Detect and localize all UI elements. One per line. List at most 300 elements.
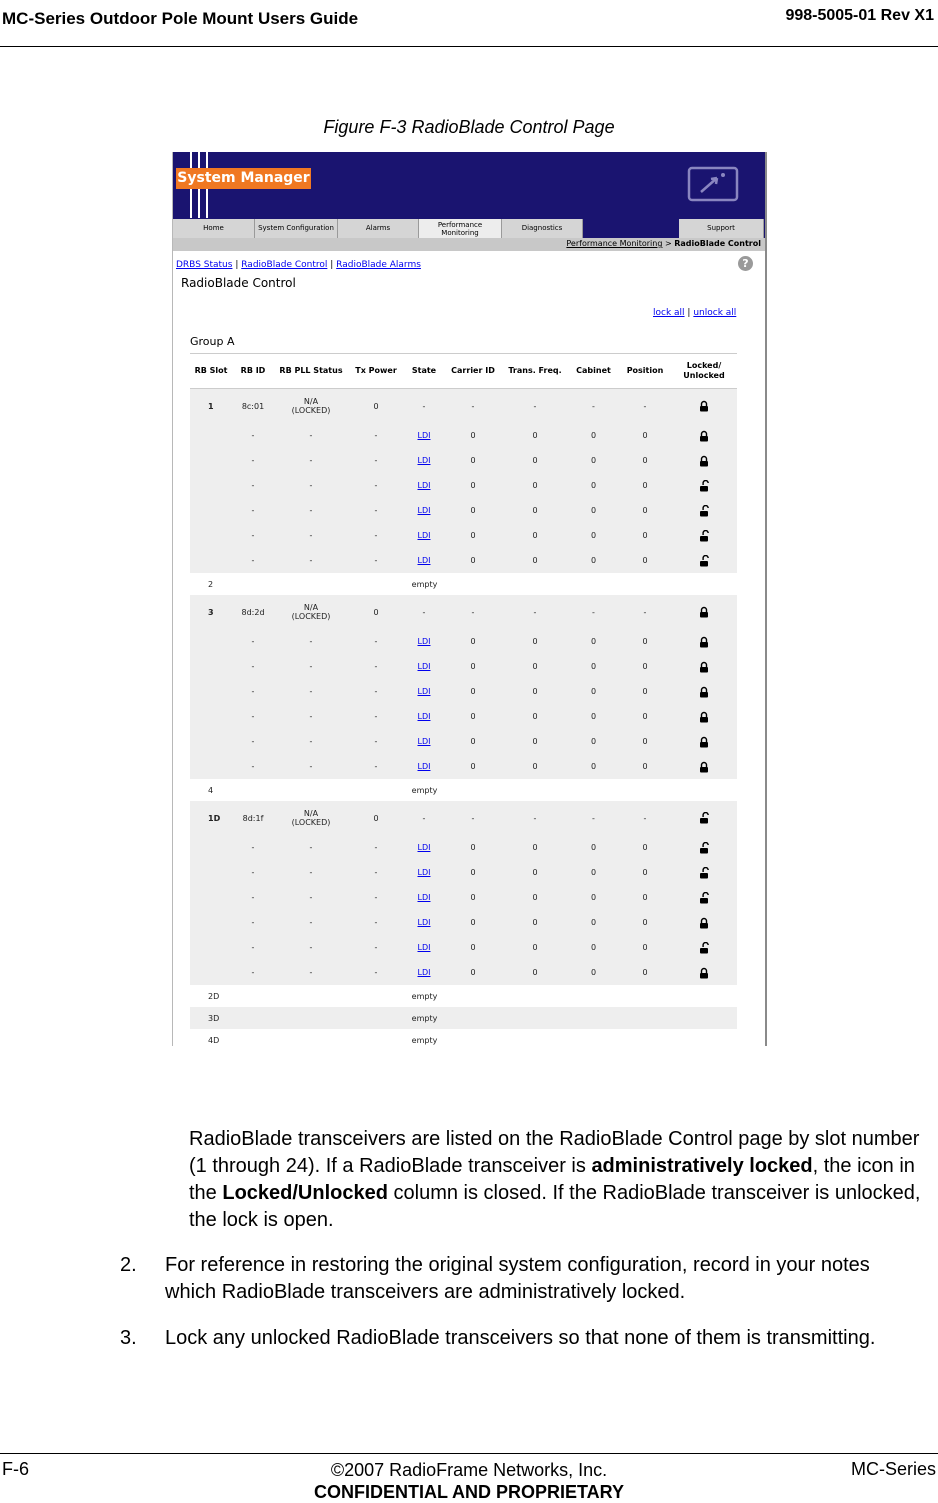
rb-id-cell: - (232, 423, 274, 448)
trans-freq-cell: 0 (502, 885, 568, 910)
carrier-id-cell: - (444, 595, 502, 629)
ldi-link[interactable]: LDI (417, 893, 431, 902)
ldi-link[interactable]: LDI (417, 918, 431, 927)
cabinet-cell: - (568, 389, 619, 424)
rb-slot-cell (190, 860, 232, 885)
rb-slot-cell (190, 729, 232, 754)
rb-id-cell: - (232, 885, 274, 910)
rb-id-cell: 8c:01 (232, 389, 274, 424)
trans-freq-cell: 0 (502, 679, 568, 704)
tx-power-cell: - (348, 498, 404, 523)
pll-status-cell: - (274, 754, 348, 779)
tx-power-cell: - (348, 960, 404, 985)
sublink-separator: | (330, 260, 334, 270)
rb-slot-cell (190, 754, 232, 779)
col-trans-freq: Trans. Freq. (502, 354, 568, 389)
paragraph-emphasis: administratively locked (591, 1155, 813, 1177)
brand-logo: System Manager (176, 168, 311, 189)
cabinet-cell: 0 (568, 885, 619, 910)
rb-id-cell: - (232, 629, 274, 654)
table-subrow (190, 860, 737, 885)
carrier-id-cell: 0 (444, 935, 502, 960)
rb-slot-cell: 1D (190, 801, 232, 835)
position-cell: - (619, 389, 671, 424)
cabinet-cell: 0 (568, 654, 619, 679)
trans-freq-cell: 0 (502, 548, 568, 573)
rb-slot-cell: 2 (190, 573, 232, 595)
table-subrow (190, 729, 737, 754)
rb-id-cell: - (232, 910, 274, 935)
step-text: Lock any unlocked RadioBlade transceivers so that none of them is transmitting. (165, 1327, 876, 1349)
trans-freq-cell: 0 (502, 960, 568, 985)
cabinet-cell: 0 (568, 729, 619, 754)
position-cell: - (619, 801, 671, 835)
lock-closed-icon[interactable] (671, 448, 737, 473)
trans-freq-cell: 0 (502, 754, 568, 779)
trans-freq-cell: 0 (502, 629, 568, 654)
rb-id-cell: - (232, 654, 274, 679)
rb-id-cell: - (232, 935, 274, 960)
table-subrow (190, 448, 737, 473)
cabinet-cell: 0 (568, 754, 619, 779)
lock-closed-icon[interactable] (671, 595, 737, 629)
trans-freq-cell: 0 (502, 860, 568, 885)
cabinet-cell: 0 (568, 548, 619, 573)
group-title: Group A (190, 335, 235, 348)
table-row-empty (190, 1029, 737, 1046)
col-rb-slot: RB Slot (190, 354, 232, 389)
ldi-link[interactable]: LDI (417, 968, 431, 977)
sublink-separator: | (235, 260, 239, 270)
empty-cell: empty (232, 1007, 737, 1029)
position-cell: 0 (619, 473, 671, 498)
pll-status-cell: - (274, 835, 348, 860)
rb-id-cell: - (232, 473, 274, 498)
table-subrow (190, 473, 737, 498)
lock-open-icon[interactable] (671, 935, 737, 960)
pll-status-cell: - (274, 448, 348, 473)
pll-status-cell: - (274, 860, 348, 885)
state-cell (404, 523, 444, 548)
document-footer (0, 1453, 938, 1502)
step-text: For reference in restoring the original system configuration, record in your notes which RadioBlade transceivers are administratively locked. (165, 1254, 870, 1303)
cabinet-cell: - (568, 801, 619, 835)
state-cell (404, 835, 444, 860)
drbs-status-link[interactable]: DRBS Status (176, 260, 233, 270)
footer-series: MC-Series (850, 1459, 936, 1479)
position-cell: 0 (619, 885, 671, 910)
carrier-id-cell: 0 (444, 473, 502, 498)
position-cell: 0 (619, 548, 671, 573)
table-subrow (190, 629, 737, 654)
state-cell (404, 754, 444, 779)
paragraph-emphasis: Locked/Unlocked (222, 1182, 388, 1204)
tx-power-cell: - (348, 704, 404, 729)
ldi-link[interactable]: LDI (417, 762, 431, 771)
tx-power-cell: - (348, 935, 404, 960)
position-cell: 0 (619, 498, 671, 523)
lock-closed-icon[interactable] (671, 754, 737, 779)
cabinet-cell: 0 (568, 498, 619, 523)
ldi-link[interactable]: LDI (417, 737, 431, 746)
footer-copyright: ©2007 RadioFrame Networks, Inc. (330, 1460, 608, 1480)
carrier-id-cell: 0 (444, 835, 502, 860)
state-cell (404, 629, 444, 654)
lock-closed-icon[interactable] (671, 704, 737, 729)
rb-id-cell: - (232, 754, 274, 779)
position-cell: 0 (619, 704, 671, 729)
rb-slot-cell (190, 935, 232, 960)
position-cell: 0 (619, 935, 671, 960)
pll-status-cell: - (274, 654, 348, 679)
position-cell: 0 (619, 754, 671, 779)
rb-id-cell: - (232, 548, 274, 573)
carrier-id-cell: 0 (444, 860, 502, 885)
ldi-link[interactable]: LDI (417, 431, 431, 440)
pll-status-cell: - (274, 473, 348, 498)
paragraph-text: , the icon in the (189, 1155, 915, 1204)
empty-cell: empty (232, 985, 737, 1007)
carrier-id-cell: 0 (444, 654, 502, 679)
rb-slot-cell: 1 (190, 389, 232, 424)
lock-open-icon[interactable] (671, 473, 737, 498)
table-subrow (190, 754, 737, 779)
ldi-link[interactable]: LDI (417, 637, 431, 646)
ldi-link[interactable]: LDI (417, 481, 431, 490)
lock-closed-icon[interactable] (671, 654, 737, 679)
tab-home[interactable]: Home (173, 219, 255, 238)
table-subrow (190, 704, 737, 729)
rb-slot-cell (190, 910, 232, 935)
table-row (190, 389, 737, 424)
state-cell (404, 654, 444, 679)
tab-performance-monitoring[interactable]: Performance Monitoring (419, 219, 502, 238)
pll-status-cell: N/A (LOCKED) (274, 389, 348, 424)
document-header (0, 0, 938, 47)
state-cell (404, 935, 444, 960)
cabinet-cell: 0 (568, 448, 619, 473)
pll-status-cell: - (274, 704, 348, 729)
lock-open-icon[interactable] (671, 860, 737, 885)
ldi-link[interactable]: LDI (417, 531, 431, 540)
rb-id-cell: - (232, 523, 274, 548)
rb-slot-cell (190, 960, 232, 985)
trans-freq-cell: 0 (502, 835, 568, 860)
lock-separator: | (687, 308, 691, 318)
rb-slot-cell (190, 473, 232, 498)
cabinet-cell: 0 (568, 473, 619, 498)
cabinet-cell: 0 (568, 860, 619, 885)
lock-closed-icon[interactable] (671, 679, 737, 704)
lock-all-link[interactable]: lock all (653, 308, 685, 318)
empty-cell: empty (232, 573, 737, 595)
carrier-id-cell: 0 (444, 754, 502, 779)
rb-slot-cell (190, 835, 232, 860)
tx-power-cell: - (348, 448, 404, 473)
tx-power-cell: - (348, 654, 404, 679)
rb-slot-cell (190, 523, 232, 548)
position-cell: 0 (619, 654, 671, 679)
pll-status-cell: - (274, 498, 348, 523)
empty-cell: empty (232, 1029, 737, 1046)
state-cell (404, 423, 444, 448)
trans-freq-cell: 0 (502, 448, 568, 473)
rb-slot-cell (190, 885, 232, 910)
table-subrow (190, 498, 737, 523)
cabinet-cell: 0 (568, 704, 619, 729)
rb-id-cell: - (232, 498, 274, 523)
unlock-all-link[interactable]: unlock all (693, 308, 737, 318)
table-row-empty (190, 779, 737, 801)
carrier-id-cell: - (444, 801, 502, 835)
table-subrow (190, 654, 737, 679)
carrier-id-cell: - (444, 389, 502, 424)
carrier-id-cell: 0 (444, 629, 502, 654)
ldi-link[interactable]: LDI (417, 943, 431, 952)
lock-closed-icon[interactable] (671, 729, 737, 754)
tx-power-cell: - (348, 835, 404, 860)
pll-status-cell: - (274, 885, 348, 910)
pll-status-cell: - (274, 679, 348, 704)
carrier-id-cell: 0 (444, 523, 502, 548)
tab-diagnostics[interactable]: Diagnostics (502, 219, 583, 238)
tx-power-cell: - (348, 885, 404, 910)
state-cell: - (404, 801, 444, 835)
tx-power-cell: - (348, 629, 404, 654)
rb-slot-cell (190, 423, 232, 448)
carrier-id-cell: 0 (444, 704, 502, 729)
pll-status-cell: - (274, 910, 348, 935)
tx-power-cell: 0 (348, 389, 404, 424)
ldi-link[interactable]: LDI (417, 868, 431, 877)
breadcrumb-parent-link[interactable]: Performance Monitoring (566, 239, 663, 248)
cabinet-cell: 0 (568, 679, 619, 704)
table-row-empty (190, 985, 737, 1007)
carrier-id-cell: 0 (444, 679, 502, 704)
sub-navigation (176, 260, 421, 270)
lock-open-icon[interactable] (671, 885, 737, 910)
cabinet-cell: - (568, 595, 619, 629)
trans-freq-cell: 0 (502, 654, 568, 679)
trans-freq-cell: - (502, 595, 568, 629)
monitor-icon (687, 166, 739, 202)
step-number: 3. (120, 1327, 137, 1349)
tx-power-cell: - (348, 473, 404, 498)
radioblade-alarms-link[interactable]: RadioBlade Alarms (336, 260, 421, 270)
app-banner (173, 152, 765, 218)
pll-status-cell: N/A (LOCKED) (274, 801, 348, 835)
pll-status-cell: - (274, 629, 348, 654)
rb-id-cell: - (232, 679, 274, 704)
ldi-link[interactable]: LDI (417, 456, 431, 465)
carrier-id-cell: 0 (444, 423, 502, 448)
col-cabinet: Cabinet (568, 354, 619, 389)
tx-power-cell: - (348, 754, 404, 779)
ldi-link[interactable]: LDI (417, 843, 431, 852)
table-subrow (190, 523, 737, 548)
lock-open-icon[interactable] (671, 498, 737, 523)
radioblade-control-link[interactable]: RadioBlade Control (241, 260, 328, 270)
state-cell (404, 729, 444, 754)
rb-slot-cell: 4 (190, 779, 232, 801)
position-cell: 0 (619, 448, 671, 473)
carrier-id-cell: 0 (444, 885, 502, 910)
lock-closed-icon[interactable] (671, 423, 737, 448)
nav-tabs (173, 218, 765, 238)
step-number: 2. (120, 1254, 137, 1276)
lock-closed-icon[interactable] (671, 910, 737, 935)
table-row-empty (190, 1007, 737, 1029)
tx-power-cell: - (348, 423, 404, 448)
paragraph-text: RadioBlade transceivers are listed on the RadioBlade Control page by slot number (1 through 24). If a RadioBlade transceiver is (189, 1128, 920, 1177)
figure-caption: Figure F-3 RadioBlade Control Page (323, 117, 615, 137)
position-cell: 0 (619, 729, 671, 754)
rb-slot-cell (190, 679, 232, 704)
state-cell (404, 704, 444, 729)
rb-slot-cell: 2D (190, 985, 232, 1007)
table-row (190, 595, 737, 629)
col-position: Position (619, 354, 671, 389)
pll-status-cell: - (274, 423, 348, 448)
lock-open-icon[interactable] (671, 835, 737, 860)
trans-freq-cell: 0 (502, 523, 568, 548)
lock-open-icon[interactable] (671, 801, 737, 835)
col-locked-unlocked: Locked/ Unlocked (671, 354, 737, 389)
state-cell (404, 473, 444, 498)
position-cell: 0 (619, 960, 671, 985)
rb-slot-cell: 3D (190, 1007, 232, 1029)
lock-open-icon[interactable] (671, 548, 737, 573)
tab-system-configuration[interactable]: System Configuration (255, 219, 338, 238)
cabinet-cell: 0 (568, 523, 619, 548)
table-subrow (190, 835, 737, 860)
pll-status-cell: N/A (LOCKED) (274, 595, 348, 629)
col-tx-power: Tx Power (348, 354, 404, 389)
breadcrumb-bar (173, 238, 765, 251)
lock-open-icon[interactable] (671, 523, 737, 548)
trans-freq-cell: 0 (502, 704, 568, 729)
position-cell: 0 (619, 629, 671, 654)
breadcrumb (566, 239, 761, 248)
footer-page-number: F-6 (2, 1459, 29, 1479)
col-pll-status: RB PLL Status (274, 354, 348, 389)
tx-power-cell: - (348, 548, 404, 573)
ldi-link[interactable]: LDI (417, 506, 431, 515)
col-carrier-id: Carrier ID (444, 354, 502, 389)
cabinet-cell: 0 (568, 960, 619, 985)
rb-id-cell: - (232, 729, 274, 754)
rb-slot-cell (190, 629, 232, 654)
trans-freq-cell: 0 (502, 423, 568, 448)
header-title: MC-Series Outdoor Pole Mount Users Guide (2, 9, 359, 28)
state-cell: - (404, 389, 444, 424)
tx-power-cell: - (348, 860, 404, 885)
cabinet-cell: 0 (568, 835, 619, 860)
col-state: State (404, 354, 444, 389)
rb-slot-cell (190, 448, 232, 473)
lock-closed-icon[interactable] (671, 629, 737, 654)
tx-power-cell: - (348, 910, 404, 935)
state-cell (404, 679, 444, 704)
lock-closed-icon[interactable] (671, 960, 737, 985)
table-subrow (190, 885, 737, 910)
trans-freq-cell: - (502, 801, 568, 835)
rb-slot-cell (190, 498, 232, 523)
trans-freq-cell: 0 (502, 498, 568, 523)
lock-controls (653, 308, 736, 318)
rb-slot-cell: 3 (190, 595, 232, 629)
position-cell: 0 (619, 523, 671, 548)
state-cell (404, 498, 444, 523)
header-doc-number: 998-5005-01 Rev X1 (785, 7, 934, 24)
ldi-link[interactable]: LDI (417, 687, 431, 696)
table-header-row (190, 354, 737, 389)
ldi-link[interactable]: LDI (417, 556, 431, 565)
table-subrow (190, 960, 737, 985)
pll-status-cell: - (274, 935, 348, 960)
carrier-id-cell: 0 (444, 498, 502, 523)
ldi-link[interactable]: LDI (417, 712, 431, 721)
trans-freq-cell: - (502, 389, 568, 424)
position-cell: 0 (619, 860, 671, 885)
table-row-empty (190, 573, 737, 595)
col-rb-id: RB ID (232, 354, 274, 389)
table-subrow (190, 679, 737, 704)
tx-power-cell: - (348, 729, 404, 754)
table-body (190, 389, 737, 1047)
cabinet-cell: 0 (568, 935, 619, 960)
lock-closed-icon[interactable] (671, 389, 737, 424)
ldi-link[interactable]: LDI (417, 662, 431, 671)
rb-id-cell: - (232, 835, 274, 860)
rb-slot-cell (190, 548, 232, 573)
rb-id-cell: 8d:1f (232, 801, 274, 835)
rb-id-cell: 8d:2d (232, 595, 274, 629)
pll-status-cell: - (274, 523, 348, 548)
state-cell (404, 960, 444, 985)
paragraph-text: column is closed. If the RadioBlade transceiver is unlocked, the lock is open. (189, 1182, 921, 1231)
state-cell (404, 548, 444, 573)
trans-freq-cell: 0 (502, 473, 568, 498)
table-subrow (190, 548, 737, 573)
rb-slot-cell (190, 654, 232, 679)
table-row (190, 801, 737, 835)
table-subrow (190, 910, 737, 935)
pll-status-cell: - (274, 960, 348, 985)
trans-freq-cell: 0 (502, 910, 568, 935)
cabinet-cell: 0 (568, 629, 619, 654)
trans-freq-cell: 0 (502, 935, 568, 960)
position-cell: 0 (619, 423, 671, 448)
pll-status-cell: - (274, 548, 348, 573)
rb-slot-cell: 4D (190, 1029, 232, 1046)
rb-id-cell: - (232, 860, 274, 885)
tx-power-cell: - (348, 523, 404, 548)
pll-status-cell: - (274, 729, 348, 754)
tab-support[interactable]: Support (679, 219, 764, 238)
carrier-id-cell: 0 (444, 960, 502, 985)
cabinet-cell: 0 (568, 423, 619, 448)
tx-power-cell: 0 (348, 595, 404, 629)
breadcrumb-current: RadioBlade Control (674, 239, 761, 248)
position-cell: 0 (619, 910, 671, 935)
tab-alarms[interactable]: Alarms (338, 219, 419, 238)
rb-id-cell: - (232, 448, 274, 473)
rb-slot-cell (190, 704, 232, 729)
tab-spacer (583, 219, 678, 238)
help-icon[interactable]: ? (738, 256, 753, 271)
tx-power-cell: 0 (348, 801, 404, 835)
